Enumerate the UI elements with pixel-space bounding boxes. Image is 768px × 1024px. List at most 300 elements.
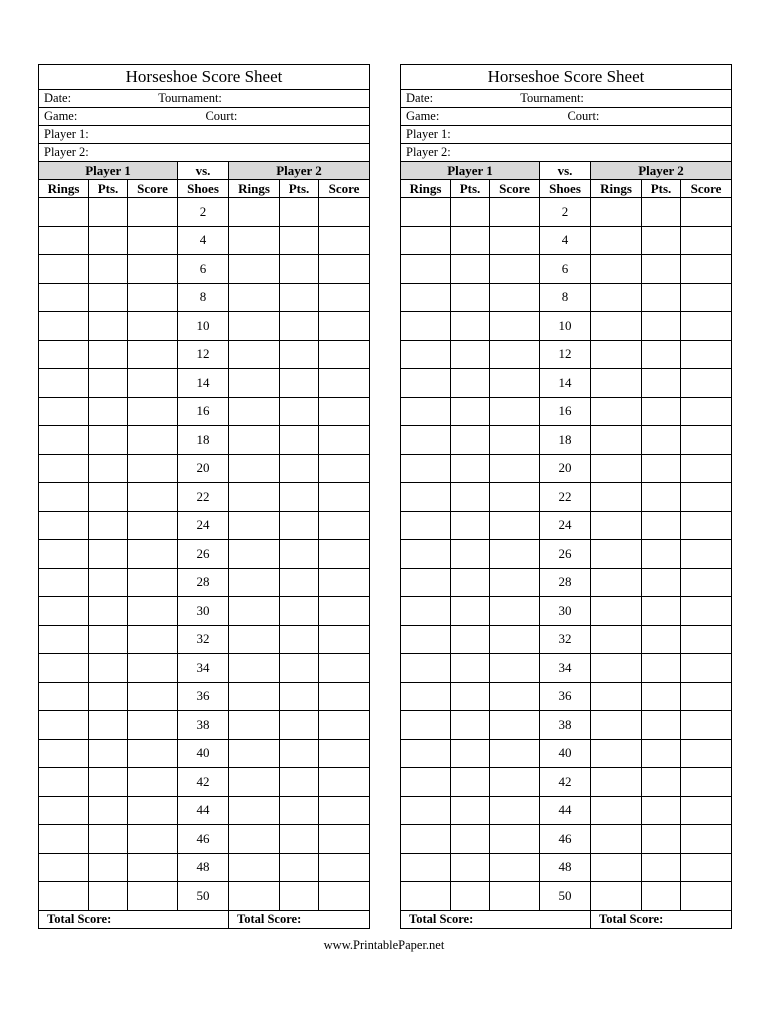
p2-score-cell[interactable] bbox=[681, 340, 732, 369]
p2-pts-cell[interactable] bbox=[642, 882, 681, 911]
p2-rings-cell[interactable] bbox=[229, 198, 280, 227]
p1-rings-cell[interactable] bbox=[39, 768, 89, 797]
p1-score-cell[interactable] bbox=[490, 654, 540, 683]
p1-rings-cell[interactable] bbox=[39, 397, 89, 426]
p1-rings-cell[interactable] bbox=[401, 540, 451, 569]
p1-rings-cell[interactable] bbox=[401, 369, 451, 398]
p1-pts-cell[interactable] bbox=[451, 454, 490, 483]
p1-pts-cell[interactable] bbox=[451, 825, 490, 854]
p1-score-cell[interactable] bbox=[490, 625, 540, 654]
p1-pts-cell[interactable] bbox=[451, 511, 490, 540]
p2-rings-cell[interactable] bbox=[229, 739, 280, 768]
game-court-row[interactable] bbox=[401, 108, 732, 126]
p1-rings-cell[interactable] bbox=[39, 654, 89, 683]
p1-pts-cell[interactable] bbox=[89, 483, 128, 512]
p2-rings-cell[interactable] bbox=[229, 226, 280, 255]
p1-rings-cell[interactable] bbox=[401, 796, 451, 825]
p1-score-cell[interactable] bbox=[128, 426, 178, 455]
p2-score-cell[interactable] bbox=[681, 397, 732, 426]
p2-score-cell[interactable] bbox=[319, 426, 370, 455]
p2-score-cell[interactable] bbox=[681, 312, 732, 341]
p1-rings-cell[interactable] bbox=[39, 283, 89, 312]
p2-score-cell[interactable] bbox=[681, 483, 732, 512]
p2-rings-cell[interactable] bbox=[229, 312, 280, 341]
p1-rings-cell[interactable] bbox=[39, 882, 89, 911]
p1-score-cell[interactable] bbox=[490, 397, 540, 426]
player2-field[interactable] bbox=[39, 144, 370, 162]
p1-score-cell[interactable] bbox=[490, 312, 540, 341]
p2-rings-cell[interactable] bbox=[229, 283, 280, 312]
p2-pts-cell[interactable] bbox=[642, 540, 681, 569]
p1-score-cell[interactable] bbox=[490, 483, 540, 512]
p1-pts-cell[interactable] bbox=[451, 397, 490, 426]
p2-rings-cell[interactable] bbox=[229, 882, 280, 911]
p1-rings-cell[interactable] bbox=[39, 711, 89, 740]
p1-score-cell[interactable] bbox=[128, 796, 178, 825]
p1-rings-cell[interactable] bbox=[401, 312, 451, 341]
p2-pts-cell[interactable] bbox=[642, 340, 681, 369]
p1-score-cell[interactable] bbox=[490, 540, 540, 569]
player2-field[interactable] bbox=[401, 144, 732, 162]
p2-rings-cell[interactable] bbox=[229, 654, 280, 683]
p1-pts-cell[interactable] bbox=[89, 825, 128, 854]
p2-score-cell[interactable] bbox=[681, 682, 732, 711]
p1-score-cell[interactable] bbox=[128, 198, 178, 227]
p1-rings-cell[interactable] bbox=[401, 511, 451, 540]
p1-score-cell[interactable] bbox=[128, 825, 178, 854]
p1-score-cell[interactable] bbox=[490, 882, 540, 911]
p1-pts-cell[interactable] bbox=[451, 568, 490, 597]
p2-pts-cell[interactable] bbox=[642, 654, 681, 683]
p1-score-cell[interactable] bbox=[128, 511, 178, 540]
p2-rings-cell[interactable] bbox=[591, 711, 642, 740]
p1-pts-cell[interactable] bbox=[89, 568, 128, 597]
p1-score-cell[interactable] bbox=[490, 283, 540, 312]
p2-score-cell[interactable] bbox=[319, 768, 370, 797]
p2-pts-cell[interactable] bbox=[280, 654, 319, 683]
p1-pts-cell[interactable] bbox=[451, 853, 490, 882]
p2-pts-cell[interactable] bbox=[280, 340, 319, 369]
p1-pts-cell[interactable] bbox=[89, 454, 128, 483]
player1-field[interactable] bbox=[401, 126, 732, 144]
p1-pts-cell[interactable] bbox=[89, 739, 128, 768]
p2-rings-cell[interactable] bbox=[229, 682, 280, 711]
p2-rings-cell[interactable] bbox=[591, 853, 642, 882]
p1-score-cell[interactable] bbox=[490, 511, 540, 540]
p1-pts-cell[interactable] bbox=[89, 540, 128, 569]
p1-pts-cell[interactable] bbox=[451, 226, 490, 255]
p1-score-cell[interactable] bbox=[128, 853, 178, 882]
p1-pts-cell[interactable] bbox=[451, 796, 490, 825]
p2-rings-cell[interactable] bbox=[591, 768, 642, 797]
p2-pts-cell[interactable] bbox=[642, 625, 681, 654]
p1-rings-cell[interactable] bbox=[401, 255, 451, 284]
p1-pts-cell[interactable] bbox=[89, 255, 128, 284]
p1-score-cell[interactable] bbox=[490, 340, 540, 369]
p1-score-cell[interactable] bbox=[490, 369, 540, 398]
p1-pts-cell[interactable] bbox=[89, 625, 128, 654]
player1-field[interactable] bbox=[39, 126, 370, 144]
p1-score-cell[interactable] bbox=[128, 483, 178, 512]
p2-pts-cell[interactable] bbox=[642, 312, 681, 341]
p2-score-cell[interactable] bbox=[319, 198, 370, 227]
p1-rings-cell[interactable] bbox=[401, 483, 451, 512]
p2-rings-cell[interactable] bbox=[591, 540, 642, 569]
p1-score-cell[interactable] bbox=[128, 283, 178, 312]
p2-score-cell[interactable] bbox=[319, 226, 370, 255]
p2-rings-cell[interactable] bbox=[229, 483, 280, 512]
p1-score-cell[interactable] bbox=[490, 825, 540, 854]
p2-rings-cell[interactable] bbox=[591, 568, 642, 597]
p1-pts-cell[interactable] bbox=[89, 882, 128, 911]
p2-rings-cell[interactable] bbox=[591, 454, 642, 483]
p2-score-cell[interactable] bbox=[681, 540, 732, 569]
p2-pts-cell[interactable] bbox=[642, 283, 681, 312]
p1-pts-cell[interactable] bbox=[451, 198, 490, 227]
p1-rings-cell[interactable] bbox=[39, 853, 89, 882]
p1-rings-cell[interactable] bbox=[401, 426, 451, 455]
p1-pts-cell[interactable] bbox=[89, 340, 128, 369]
p1-pts-cell[interactable] bbox=[89, 283, 128, 312]
p1-pts-cell[interactable] bbox=[451, 540, 490, 569]
p1-pts-cell[interactable] bbox=[89, 597, 128, 626]
p2-rings-cell[interactable] bbox=[591, 226, 642, 255]
p2-score-cell[interactable] bbox=[681, 625, 732, 654]
p1-score-cell[interactable] bbox=[490, 226, 540, 255]
p2-pts-cell[interactable] bbox=[642, 511, 681, 540]
p1-score-cell[interactable] bbox=[490, 796, 540, 825]
p1-pts-cell[interactable] bbox=[451, 739, 490, 768]
p2-pts-cell[interactable] bbox=[642, 198, 681, 227]
p2-pts-cell[interactable] bbox=[280, 739, 319, 768]
p2-rings-cell[interactable] bbox=[229, 711, 280, 740]
p1-pts-cell[interactable] bbox=[451, 255, 490, 284]
p1-pts-cell[interactable] bbox=[451, 682, 490, 711]
p2-rings-cell[interactable] bbox=[229, 825, 280, 854]
p1-rings-cell[interactable] bbox=[401, 454, 451, 483]
p1-pts-cell[interactable] bbox=[451, 369, 490, 398]
p1-score-cell[interactable] bbox=[128, 312, 178, 341]
p1-pts-cell[interactable] bbox=[89, 711, 128, 740]
p2-score-cell[interactable] bbox=[681, 711, 732, 740]
p1-score-cell[interactable] bbox=[128, 226, 178, 255]
p2-score-cell[interactable] bbox=[681, 825, 732, 854]
p2-score-cell[interactable] bbox=[319, 568, 370, 597]
p1-rings-cell[interactable] bbox=[401, 711, 451, 740]
p1-score-cell[interactable] bbox=[128, 682, 178, 711]
p2-pts-cell[interactable] bbox=[280, 796, 319, 825]
p1-pts-cell[interactable] bbox=[451, 625, 490, 654]
p2-score-cell[interactable] bbox=[319, 853, 370, 882]
p2-score-cell[interactable] bbox=[681, 768, 732, 797]
p2-pts-cell[interactable] bbox=[280, 454, 319, 483]
p2-pts-cell[interactable] bbox=[642, 711, 681, 740]
p2-rings-cell[interactable] bbox=[229, 853, 280, 882]
p1-pts-cell[interactable] bbox=[451, 283, 490, 312]
p1-rings-cell[interactable] bbox=[39, 454, 89, 483]
p2-pts-cell[interactable] bbox=[642, 853, 681, 882]
p1-pts-cell[interactable] bbox=[89, 768, 128, 797]
p2-pts-cell[interactable] bbox=[280, 426, 319, 455]
p2-rings-cell[interactable] bbox=[229, 625, 280, 654]
p2-score-cell[interactable] bbox=[681, 796, 732, 825]
p2-pts-cell[interactable] bbox=[642, 825, 681, 854]
p1-rings-cell[interactable] bbox=[401, 739, 451, 768]
p2-score-cell[interactable] bbox=[319, 255, 370, 284]
p1-score-cell[interactable] bbox=[128, 340, 178, 369]
p2-pts-cell[interactable] bbox=[642, 397, 681, 426]
p2-rings-cell[interactable] bbox=[591, 426, 642, 455]
p1-pts-cell[interactable] bbox=[451, 312, 490, 341]
p2-pts-cell[interactable] bbox=[280, 682, 319, 711]
p2-rings-cell[interactable] bbox=[591, 483, 642, 512]
p2-score-cell[interactable] bbox=[681, 597, 732, 626]
p1-score-cell[interactable] bbox=[490, 597, 540, 626]
p1-rings-cell[interactable] bbox=[39, 312, 89, 341]
p2-rings-cell[interactable] bbox=[591, 397, 642, 426]
p2-score-cell[interactable] bbox=[319, 511, 370, 540]
p1-score-cell[interactable] bbox=[490, 255, 540, 284]
p2-pts-cell[interactable] bbox=[642, 454, 681, 483]
p1-pts-cell[interactable] bbox=[89, 511, 128, 540]
p1-score-cell[interactable] bbox=[128, 397, 178, 426]
p1-rings-cell[interactable] bbox=[401, 397, 451, 426]
p2-rings-cell[interactable] bbox=[591, 625, 642, 654]
p2-rings-cell[interactable] bbox=[591, 369, 642, 398]
date-tournament-row[interactable] bbox=[39, 90, 370, 108]
p1-rings-cell[interactable] bbox=[39, 825, 89, 854]
p1-pts-cell[interactable] bbox=[89, 397, 128, 426]
p1-score-cell[interactable] bbox=[128, 768, 178, 797]
p2-rings-cell[interactable] bbox=[591, 198, 642, 227]
p2-score-cell[interactable] bbox=[319, 682, 370, 711]
p1-score-cell[interactable] bbox=[490, 853, 540, 882]
p2-rings-cell[interactable] bbox=[591, 825, 642, 854]
p2-score-cell[interactable] bbox=[681, 426, 732, 455]
p2-pts-cell[interactable] bbox=[280, 283, 319, 312]
p1-rings-cell[interactable] bbox=[39, 625, 89, 654]
p2-score-cell[interactable] bbox=[319, 397, 370, 426]
p1-score-cell[interactable] bbox=[128, 882, 178, 911]
player1-total-score[interactable]: Total Score: bbox=[39, 910, 229, 928]
p1-pts-cell[interactable] bbox=[89, 426, 128, 455]
p1-pts-cell[interactable] bbox=[89, 853, 128, 882]
p2-pts-cell[interactable] bbox=[280, 568, 319, 597]
p1-rings-cell[interactable] bbox=[401, 283, 451, 312]
p2-score-cell[interactable] bbox=[319, 483, 370, 512]
p2-rings-cell[interactable] bbox=[591, 654, 642, 683]
p1-rings-cell[interactable] bbox=[39, 540, 89, 569]
p2-rings-cell[interactable] bbox=[591, 739, 642, 768]
p2-rings-cell[interactable] bbox=[591, 597, 642, 626]
p2-score-cell[interactable] bbox=[681, 198, 732, 227]
p2-score-cell[interactable] bbox=[319, 369, 370, 398]
p1-score-cell[interactable] bbox=[128, 739, 178, 768]
p1-score-cell[interactable] bbox=[490, 426, 540, 455]
p1-rings-cell[interactable] bbox=[39, 739, 89, 768]
p2-rings-cell[interactable] bbox=[229, 255, 280, 284]
p1-rings-cell[interactable] bbox=[39, 426, 89, 455]
p2-score-cell[interactable] bbox=[319, 540, 370, 569]
p2-score-cell[interactable] bbox=[319, 625, 370, 654]
date-tournament-row[interactable] bbox=[401, 90, 732, 108]
p2-score-cell[interactable] bbox=[681, 739, 732, 768]
p2-pts-cell[interactable] bbox=[280, 198, 319, 227]
p1-score-cell[interactable] bbox=[490, 768, 540, 797]
p1-pts-cell[interactable] bbox=[89, 682, 128, 711]
p1-score-cell[interactable] bbox=[128, 597, 178, 626]
p1-score-cell[interactable] bbox=[490, 739, 540, 768]
p2-rings-cell[interactable] bbox=[229, 568, 280, 597]
p1-rings-cell[interactable] bbox=[39, 255, 89, 284]
p2-rings-cell[interactable] bbox=[591, 255, 642, 284]
p1-pts-cell[interactable] bbox=[451, 597, 490, 626]
p2-rings-cell[interactable] bbox=[591, 312, 642, 341]
p2-pts-cell[interactable] bbox=[280, 397, 319, 426]
p1-score-cell[interactable] bbox=[490, 454, 540, 483]
player1-total-score[interactable]: Total Score: bbox=[401, 910, 591, 928]
p1-rings-cell[interactable] bbox=[39, 568, 89, 597]
p2-score-cell[interactable] bbox=[319, 454, 370, 483]
p1-rings-cell[interactable] bbox=[401, 882, 451, 911]
p1-score-cell[interactable] bbox=[490, 682, 540, 711]
p1-rings-cell[interactable] bbox=[39, 226, 89, 255]
p2-rings-cell[interactable] bbox=[229, 796, 280, 825]
p1-pts-cell[interactable] bbox=[89, 796, 128, 825]
p1-pts-cell[interactable] bbox=[451, 711, 490, 740]
p1-score-cell[interactable] bbox=[128, 711, 178, 740]
p2-pts-cell[interactable] bbox=[642, 369, 681, 398]
game-court-row[interactable] bbox=[39, 108, 370, 126]
p2-rings-cell[interactable] bbox=[591, 340, 642, 369]
p2-pts-cell[interactable] bbox=[642, 597, 681, 626]
p1-pts-cell[interactable] bbox=[89, 226, 128, 255]
p2-score-cell[interactable] bbox=[681, 283, 732, 312]
p1-score-cell[interactable] bbox=[490, 568, 540, 597]
p1-rings-cell[interactable] bbox=[39, 483, 89, 512]
p2-score-cell[interactable] bbox=[319, 340, 370, 369]
p2-rings-cell[interactable] bbox=[591, 682, 642, 711]
p1-score-cell[interactable] bbox=[128, 654, 178, 683]
p2-score-cell[interactable] bbox=[681, 369, 732, 398]
p2-pts-cell[interactable] bbox=[280, 853, 319, 882]
p2-rings-cell[interactable] bbox=[591, 283, 642, 312]
p1-pts-cell[interactable] bbox=[89, 198, 128, 227]
p1-rings-cell[interactable] bbox=[39, 796, 89, 825]
p2-score-cell[interactable] bbox=[319, 283, 370, 312]
p1-score-cell[interactable] bbox=[490, 711, 540, 740]
p2-pts-cell[interactable] bbox=[280, 511, 319, 540]
p1-rings-cell[interactable] bbox=[39, 511, 89, 540]
p2-pts-cell[interactable] bbox=[642, 226, 681, 255]
p1-score-cell[interactable] bbox=[128, 625, 178, 654]
p2-score-cell[interactable] bbox=[319, 711, 370, 740]
p2-score-cell[interactable] bbox=[319, 882, 370, 911]
p2-pts-cell[interactable] bbox=[280, 540, 319, 569]
p2-score-cell[interactable] bbox=[681, 654, 732, 683]
p1-score-cell[interactable] bbox=[128, 454, 178, 483]
p2-pts-cell[interactable] bbox=[280, 226, 319, 255]
p2-rings-cell[interactable] bbox=[229, 511, 280, 540]
p1-rings-cell[interactable] bbox=[401, 597, 451, 626]
p2-score-cell[interactable] bbox=[681, 226, 732, 255]
p2-pts-cell[interactable] bbox=[642, 796, 681, 825]
p1-pts-cell[interactable] bbox=[89, 654, 128, 683]
p1-pts-cell[interactable] bbox=[89, 369, 128, 398]
p1-rings-cell[interactable] bbox=[401, 226, 451, 255]
p2-pts-cell[interactable] bbox=[280, 768, 319, 797]
p2-pts-cell[interactable] bbox=[642, 483, 681, 512]
p1-score-cell[interactable] bbox=[128, 255, 178, 284]
p2-rings-cell[interactable] bbox=[229, 397, 280, 426]
p2-rings-cell[interactable] bbox=[229, 540, 280, 569]
p1-rings-cell[interactable] bbox=[401, 654, 451, 683]
p2-rings-cell[interactable] bbox=[591, 511, 642, 540]
p1-pts-cell[interactable] bbox=[451, 654, 490, 683]
p2-pts-cell[interactable] bbox=[642, 682, 681, 711]
p1-score-cell[interactable] bbox=[490, 198, 540, 227]
p2-pts-cell[interactable] bbox=[642, 739, 681, 768]
p1-pts-cell[interactable] bbox=[451, 340, 490, 369]
p2-rings-cell[interactable] bbox=[229, 369, 280, 398]
p2-pts-cell[interactable] bbox=[280, 369, 319, 398]
p2-pts-cell[interactable] bbox=[642, 255, 681, 284]
p2-score-cell[interactable] bbox=[319, 597, 370, 626]
p2-pts-cell[interactable] bbox=[642, 768, 681, 797]
p1-rings-cell[interactable] bbox=[401, 198, 451, 227]
p1-pts-cell[interactable] bbox=[451, 882, 490, 911]
p2-score-cell[interactable] bbox=[319, 654, 370, 683]
p2-score-cell[interactable] bbox=[681, 853, 732, 882]
p2-rings-cell[interactable] bbox=[591, 796, 642, 825]
p2-rings-cell[interactable] bbox=[229, 340, 280, 369]
p2-pts-cell[interactable] bbox=[280, 711, 319, 740]
p1-rings-cell[interactable] bbox=[39, 340, 89, 369]
p1-rings-cell[interactable] bbox=[401, 682, 451, 711]
p1-rings-cell[interactable] bbox=[39, 369, 89, 398]
p2-score-cell[interactable] bbox=[681, 882, 732, 911]
p2-rings-cell[interactable] bbox=[229, 768, 280, 797]
p2-score-cell[interactable] bbox=[319, 796, 370, 825]
p1-pts-cell[interactable] bbox=[89, 312, 128, 341]
player2-total-score[interactable]: Total Score: bbox=[229, 910, 370, 928]
p2-score-cell[interactable] bbox=[681, 454, 732, 483]
p1-rings-cell[interactable] bbox=[401, 853, 451, 882]
p1-rings-cell[interactable] bbox=[401, 340, 451, 369]
p2-pts-cell[interactable] bbox=[280, 255, 319, 284]
p2-score-cell[interactable] bbox=[319, 739, 370, 768]
p2-rings-cell[interactable] bbox=[229, 454, 280, 483]
p2-score-cell[interactable] bbox=[319, 825, 370, 854]
p2-score-cell[interactable] bbox=[681, 568, 732, 597]
p2-rings-cell[interactable] bbox=[591, 882, 642, 911]
p1-rings-cell[interactable] bbox=[39, 682, 89, 711]
p2-score-cell[interactable] bbox=[681, 255, 732, 284]
p2-pts-cell[interactable] bbox=[642, 426, 681, 455]
p1-rings-cell[interactable] bbox=[401, 825, 451, 854]
p2-pts-cell[interactable] bbox=[280, 312, 319, 341]
player2-total-score[interactable]: Total Score: bbox=[591, 910, 732, 928]
p1-score-cell[interactable] bbox=[128, 568, 178, 597]
p1-rings-cell[interactable] bbox=[401, 625, 451, 654]
p1-rings-cell[interactable] bbox=[401, 568, 451, 597]
p2-pts-cell[interactable] bbox=[280, 483, 319, 512]
p1-pts-cell[interactable] bbox=[451, 483, 490, 512]
p2-pts-cell[interactable] bbox=[642, 568, 681, 597]
p1-pts-cell[interactable] bbox=[451, 768, 490, 797]
p2-score-cell[interactable] bbox=[319, 312, 370, 341]
p2-pts-cell[interactable] bbox=[280, 597, 319, 626]
